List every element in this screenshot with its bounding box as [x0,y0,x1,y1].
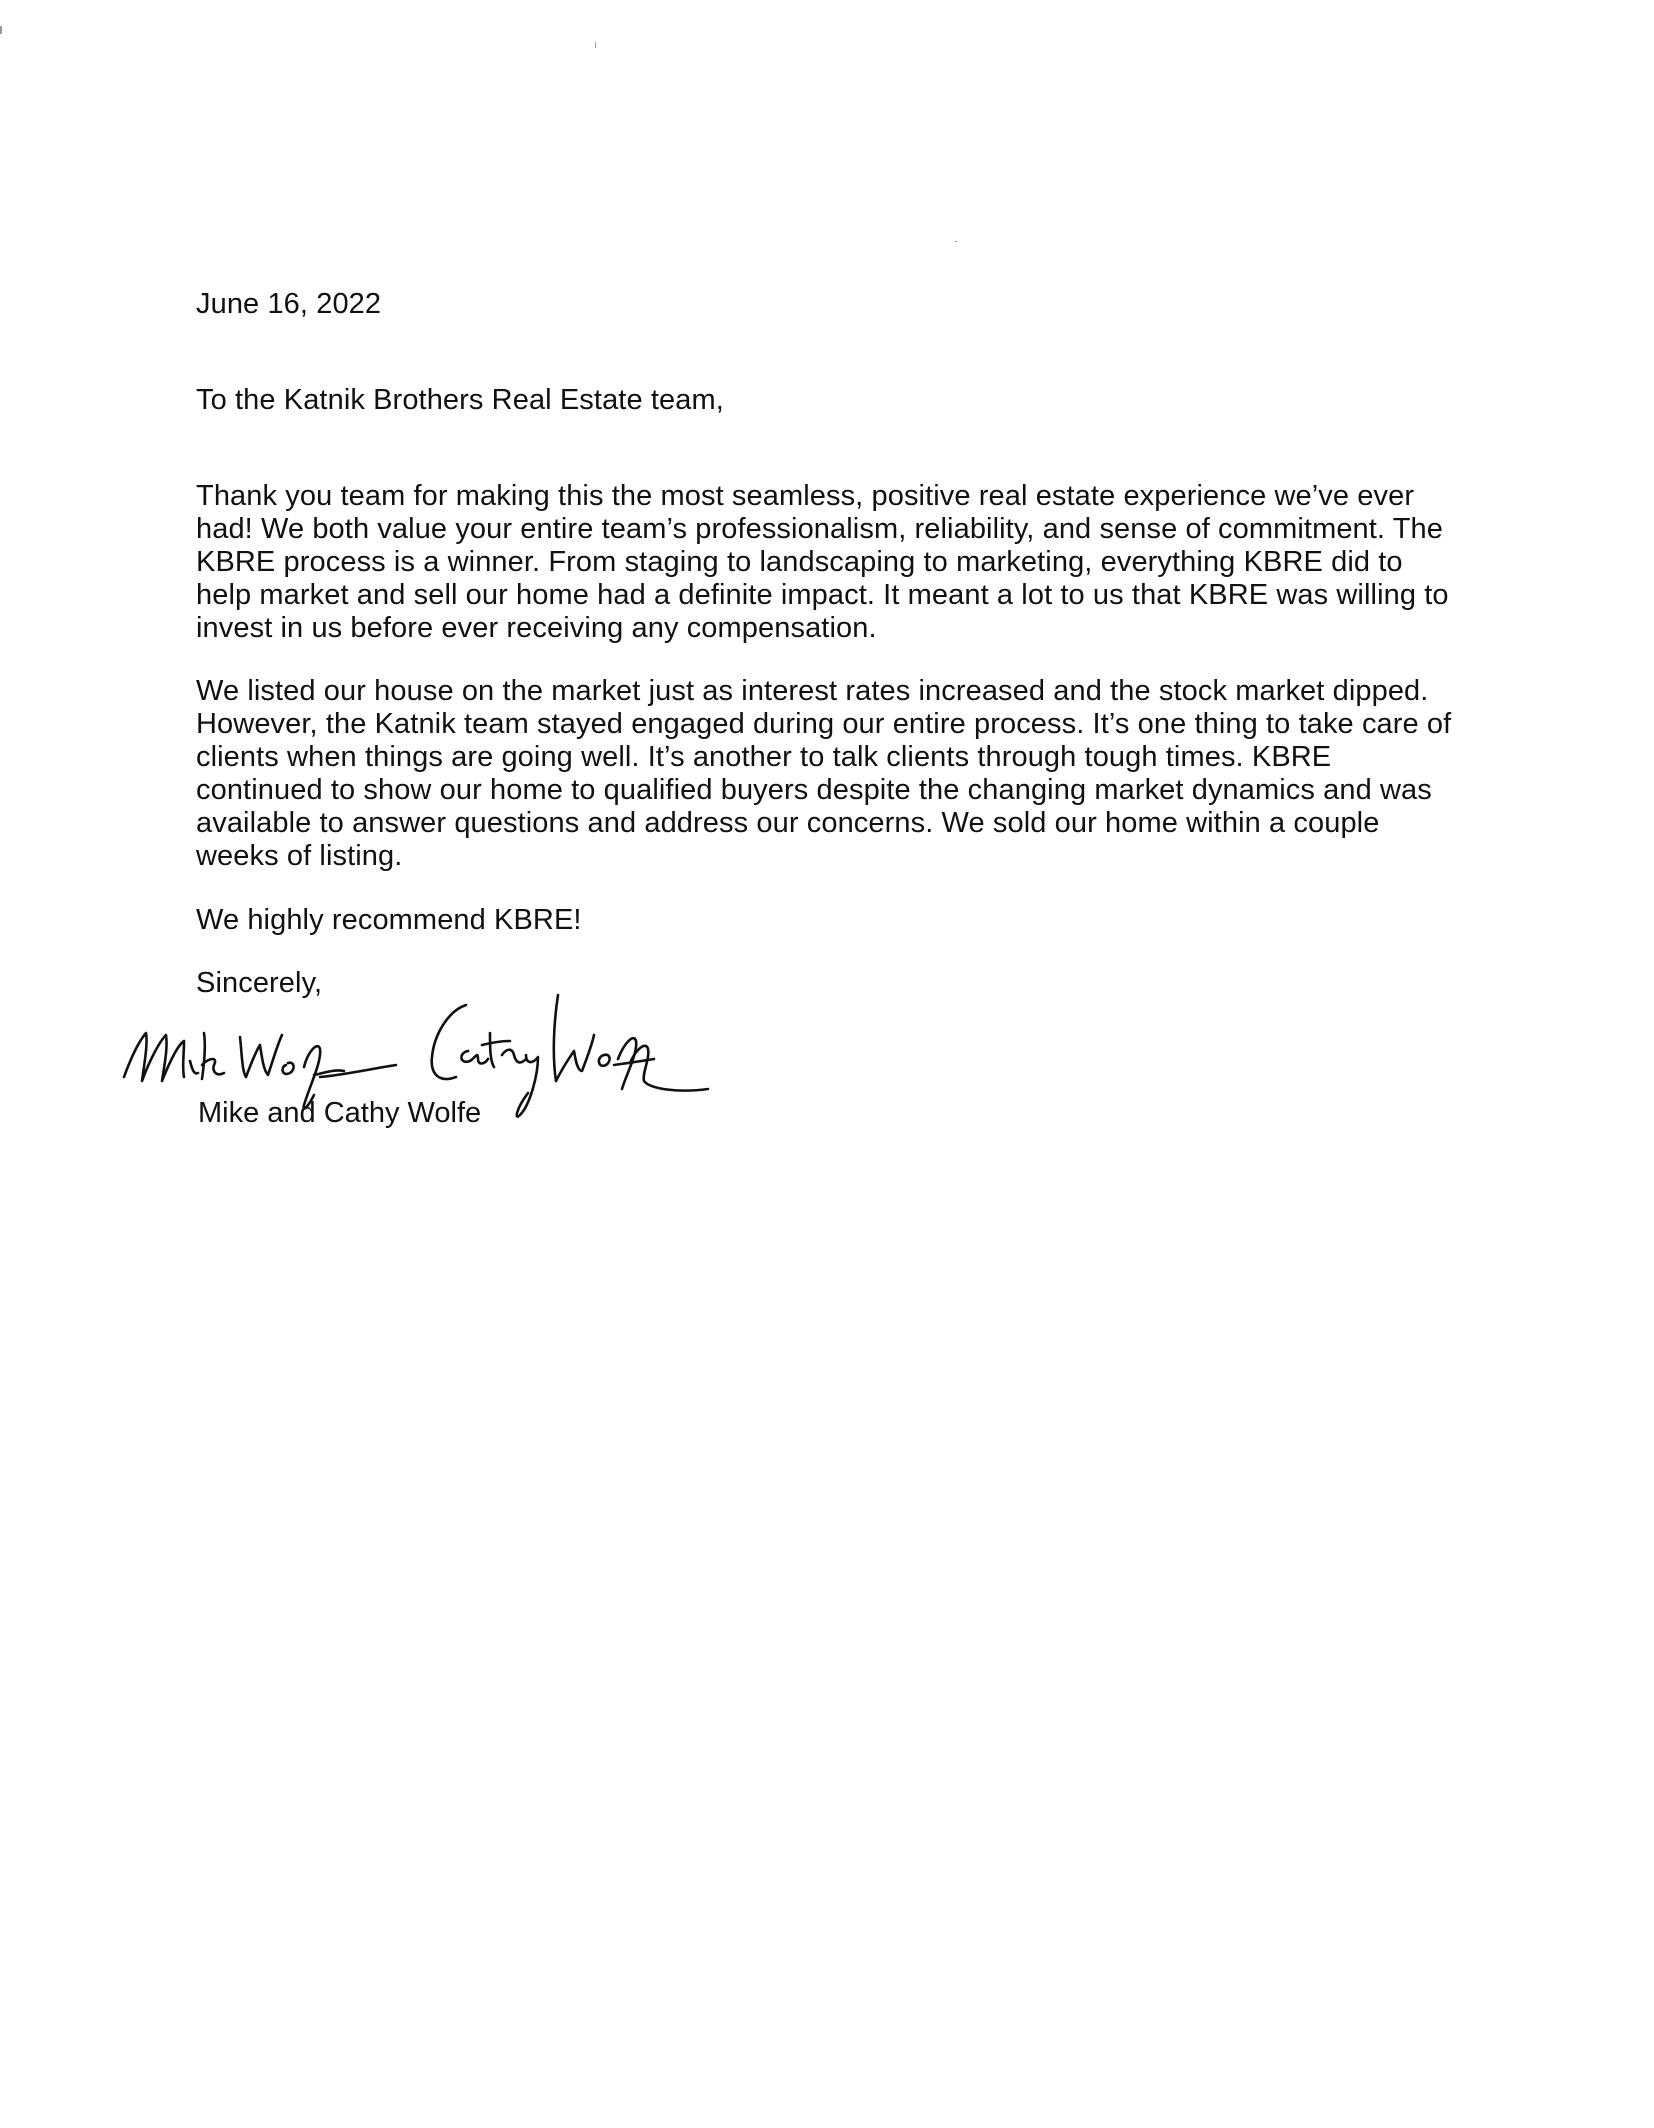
letter-paragraph-2: We listed our house on the market just as interest rates increased and the stock market dipped. However, the Katnik team stayed engaged during our entire process. It’s one thing to take care of clients when things are going well. It’s another to talk clients through tough times. KBRE continued to show our home to qualified buyers despite the changing market dynamics and was available to answer questions and address our concerns. We sold our home within a couple weeks of listing. [196,675,1452,872]
signer-name: Mike and Cathy Wolfe [198,1097,482,1129]
scan-speck [595,42,596,48]
scan-speck [955,241,957,242]
letter-recommendation: We highly recommend KBRE! [196,904,582,936]
letter-closing: Sincerely, [196,967,323,999]
letter-salutation: To the Katnik Brothers Real Estate team, [196,384,724,416]
letter-date: June 16, 2022 [196,288,382,320]
letter-body [196,288,1466,1000]
scan-speck [0,26,2,34]
letter-paragraph-1: Thank you team for making this the most seamless, positive real estate experience we’ve ever had! We both value your entire team’s professionalism, reliability, and sense of commitment. The KBRE process is a winner. From staging to landscaping to marketing, everything KBRE did to help market and sell our home had a definite impact. It meant a lot to us that KBRE was willing to invest in us before ever receiving any compensation. [196,480,1449,644]
